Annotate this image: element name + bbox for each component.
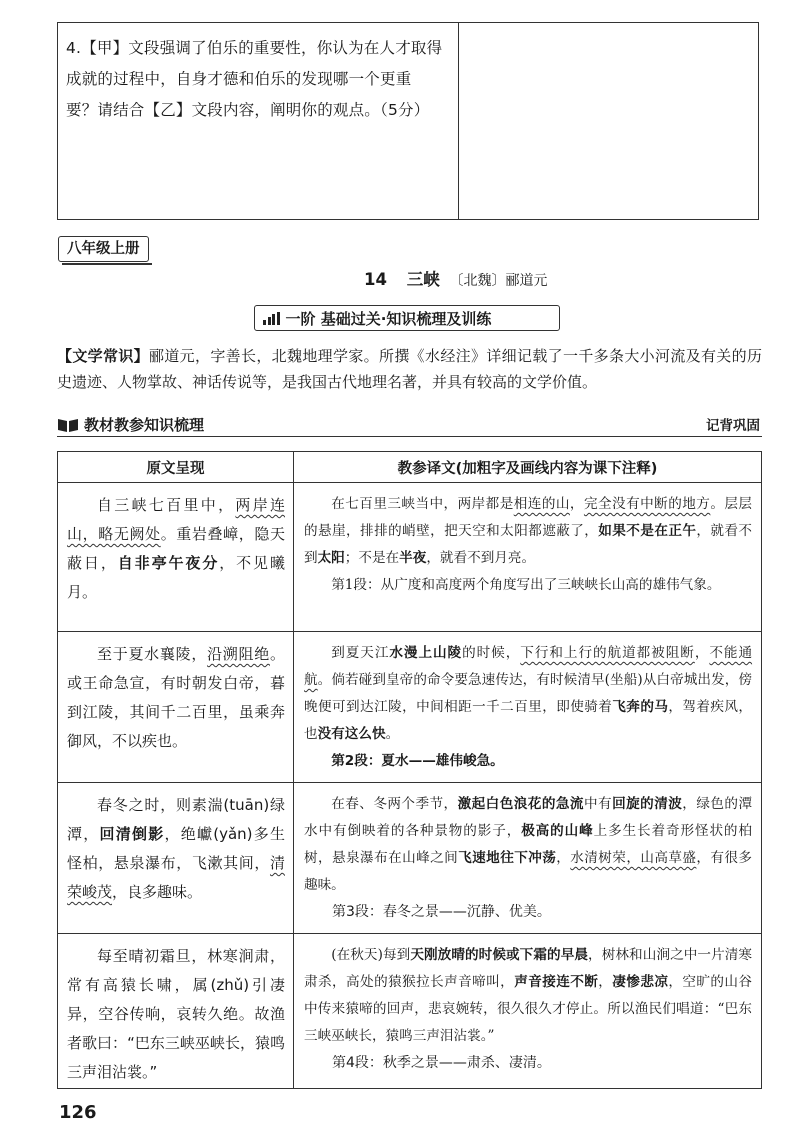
table-header-translation: 教参译文(加粗字及画线内容为课下注释) (294, 452, 762, 483)
literary-text: 郦道元，字善长，北魏地理学家。所撰《水经注》详细记载了一千多条大小河流及有关的历史遗迹、人物掌故、神话传说等，是我国古代地理名著，并具有较高的文学价值。 (57, 347, 762, 391)
table-row (58, 783, 762, 934)
table-row (58, 632, 762, 783)
original-text-cell: 至于夏水襄陵，沿溯阻绝。或王命急宣，有时朝发白帝，暮到江陵，其间千二百里，虽乘奔御风，不以疾也。 (58, 632, 294, 783)
lesson-dynasty: 〔北魏〕 (449, 273, 506, 289)
table-row (58, 483, 762, 632)
answer-area-divider (458, 23, 459, 219)
original-text-cell: 每至晴初霜旦，林寒涧肃，常有高猿长啸，属(zhǔ)引凄异，空谷传响，哀转久绝。故渔者歌曰：“巴东三峡巫峡长，猿鸣三声泪沾裳。” (58, 934, 294, 1089)
question-4-line: 4.【甲】文段强调了伯乐的重要性，你认为在人才取得 (66, 39, 443, 57)
lesson-author: 郦道元 (505, 273, 548, 289)
translation-cell: 到夏天江水漫上山陵的时候，下行和上行的航道都被阻断，不能通航。倘若碰到皇帝的命令要急速传达，有时候清早(坐船)从白帝城出发，傍晚便可到达江陵，中间相距一千二百里，即使骑着飞奔的马，驾着疾风，也没有这么快。 第2段：夏水——雄伟峻急。 (294, 632, 762, 783)
subsection-title (57, 414, 204, 435)
lesson-name: 三峡 (406, 270, 440, 289)
original-text-cell: 自三峡七百里中，两岸连山，略无阙处。重岩叠嶂，隐天蔽日，自非亭午夜分，不见曦月。 (58, 483, 294, 632)
lesson-number: 14 (364, 270, 387, 289)
original-text-cell: 春冬之时，则素湍(tuān)绿潭，回清倒影，绝巘(yǎn)多生怪柏，悬泉瀑布，飞漱其间，清荣峻茂，良多趣味。 (58, 783, 294, 934)
question-4-line: 成就的过程中，自身才德和伯乐的发现哪一个更重 (66, 70, 412, 88)
lesson-title (364, 266, 547, 290)
grade-tag: 八年级上册 (58, 236, 149, 262)
section-banner-label: 一阶 基础过关·知识梳理及训练 (285, 309, 492, 328)
subsection-title-text: 教材教参知识梳理 (84, 416, 205, 434)
signal-bars-icon (263, 312, 280, 325)
paragraph-summary: 第3段：春冬之景——沉静、优美。 (332, 904, 551, 920)
subsection-header (57, 412, 762, 437)
paragraph-summary: 第4段：秋季之景——肃杀、凄清。 (332, 1055, 551, 1071)
knowledge-table (57, 451, 762, 1089)
question-4-line: 要？请结合【乙】文段内容，阐明你的观点。（5分） (66, 101, 430, 119)
question-4-box (57, 22, 759, 220)
question-4-text (66, 33, 451, 126)
table-header-original: 原文呈现 (58, 452, 294, 483)
table-row (58, 934, 762, 1089)
literary-label: 【文学常识】 (57, 347, 149, 365)
translation-cell: (在秋天)每到天刚放晴的时候或下霜的早晨，树林和山涧之中一片清寒肃杀，高处的猿猴拉长声音啼叫，声音接连不断，凄惨悲凉，空旷的山谷中传来猿啼的回声，悲哀婉转，很久很久才停止。所以渔民们唱道：“巴东三峡巫峡长，猿鸣三声泪沾裳。” 第4段：秋季之景——肃杀、凄清。 (294, 934, 762, 1089)
page-number: 126 (59, 1102, 97, 1123)
translation-cell: 在七百里三峡当中，两岸都是相连的山，完全没有中断的地方。层层的悬崖，排排的峭壁，把天空和太阳都遮蔽了，如果不是在正午，就看不到太阳；不是在半夜，就看不到月亮。 第1段：从广度和高度两个角度写出了三峡峡长山高的雄伟气象。 (294, 483, 762, 632)
literary-knowledge (57, 343, 762, 395)
table-header-row (58, 452, 762, 483)
paragraph-summary: 第2段：夏水——雄伟峻急。 (331, 753, 504, 769)
paragraph-summary: 第1段：从广度和高度两个角度写出了三峡峡长山高的雄伟气象。 (331, 577, 721, 593)
subsection-right-label: 记背巩固 (706, 418, 760, 434)
open-book-icon (57, 417, 79, 433)
section-banner (254, 305, 560, 331)
translation-cell: 在春、冬两个季节，激起白色浪花的急流中有回旋的清波，绿色的潭水中有倒映着的各种景物的影子，极高的山峰上多生长着奇形怪状的柏树，悬泉瀑布在山峰之间飞速地往下冲荡，水清树荣，山高草盛，有很多趣味。 第3段：春冬之景——沉静、优美。 (294, 783, 762, 934)
